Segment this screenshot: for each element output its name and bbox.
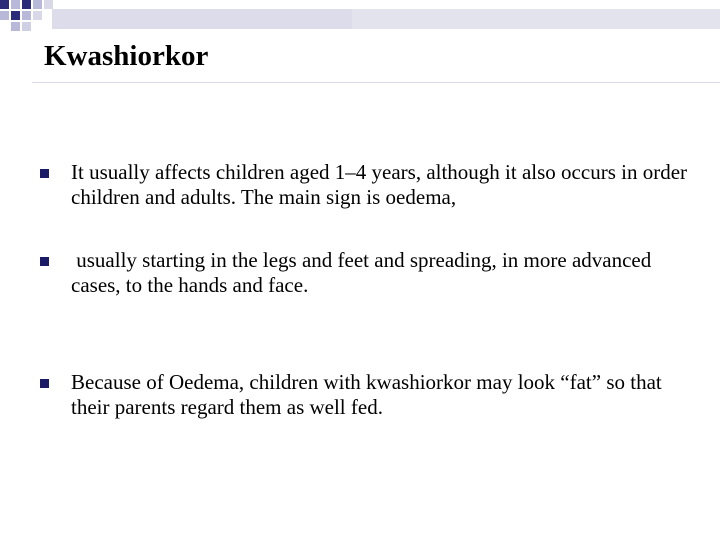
square-bullet-icon [40, 379, 49, 388]
square-bullet-icon [40, 257, 49, 266]
title-divider [32, 82, 720, 83]
bullet-text: Because of Oedema, children with kwashiorkor may look “fat” so that their parents regard them as well fed. [71, 370, 662, 419]
bullet-text: usually starting in the legs and feet and spreading, in more advanced cases, to the hands and face. [71, 248, 657, 297]
bullet-text: It usually affects children aged 1–4 years, although it also occurs in order children and adults. The main sign is oedema, [71, 160, 688, 209]
slide-title: Kwashiorkor [44, 40, 209, 72]
checker-pattern [0, 0, 53, 31]
slide-header-decoration [0, 0, 720, 40]
square-bullet-icon [40, 169, 49, 178]
